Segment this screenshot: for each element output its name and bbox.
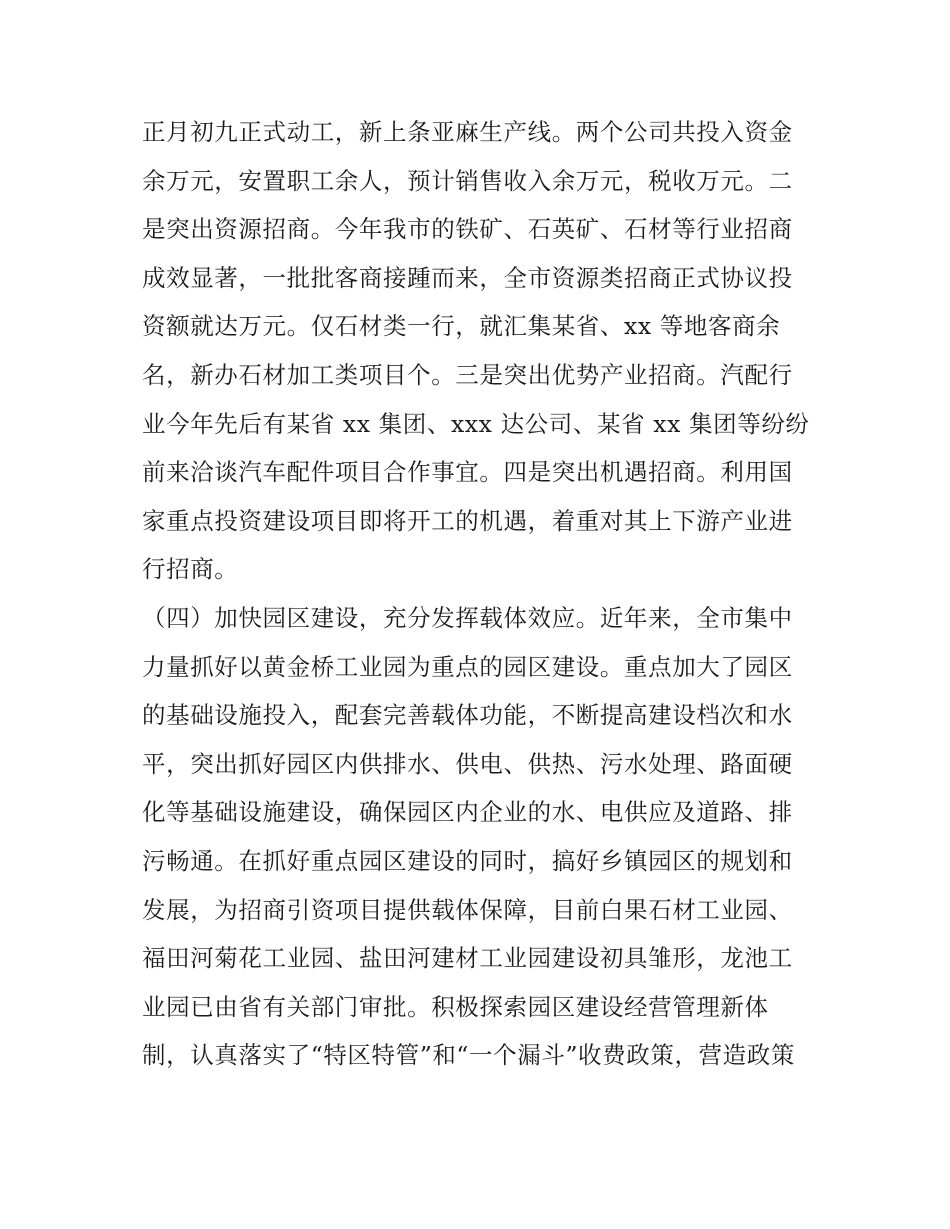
section-heading-line: （四）加快园区建设，充分发挥载体效应。近年来，全市集中 [142, 603, 793, 632]
text-line: 家重点投资建设项目即将开工的机遇，着重对其上下游产业进 [142, 506, 793, 535]
text-line: 业园已由省有关部门审批。积极探索园区建设经营管理新体 [142, 992, 769, 1021]
text-line: 正月初九正式动工，新上条亚麻生产线。两个公司共投入资金 [142, 118, 793, 146]
text-line: 行招商。 [142, 555, 239, 584]
text-line: 制，认真落实了“特区特管”和“一个漏斗”收费政策，营造政策 [142, 1041, 795, 1070]
text-line: 平，突出抓好园区内供排水、供电、供热、污水处理、路面硬 [142, 749, 793, 778]
text-line: 余万元，安置职工余人，预计销售收入余万元，税收万元。二 [142, 166, 793, 195]
text-line: 成效显著，一批批客商接踵而来，全市资源类招商正式协议投 [142, 263, 793, 292]
text-line: 前来洽谈汽车配件项目合作事宜。四是突出机遇招商。利用国 [142, 458, 793, 487]
text-line: 化等基础设施建设，确保园区内企业的水、电供应及道路、排 [142, 798, 793, 827]
text-line: 是突出资源招商。今年我市的铁矿、石英矿、石材等行业招商 [142, 215, 793, 244]
text-line: 业今年先后有某省 xx 集团、xxx 达公司、某省 xx 集团等纷纷 [142, 409, 810, 438]
text-line: 发展，为招商引资项目提供载体保障，目前白果石材工业园、 [142, 895, 793, 924]
text-line: 的基础设施投入，配套完善载体功能，不断提高建设档次和水 [142, 701, 793, 730]
text-line: 资额就达万元。仅石材类一行，就汇集某省、xx 等地客商余 [142, 312, 781, 341]
text-line: 污畅通。在抓好重点园区建设的同时，搞好乡镇园区的规划和 [142, 846, 793, 875]
body-text [142, 108, 822, 1080]
text-line: 力量抓好以黄金桥工业园为重点的园区建设。重点加大了园区 [142, 652, 793, 681]
text-line: 福田河菊花工业园、盐田河建材工业园建设初具雏形，龙池工 [142, 944, 793, 973]
text-line: 名，新办石材加工类项目个。三是突出优势产业招商。汽配行 [142, 360, 793, 389]
